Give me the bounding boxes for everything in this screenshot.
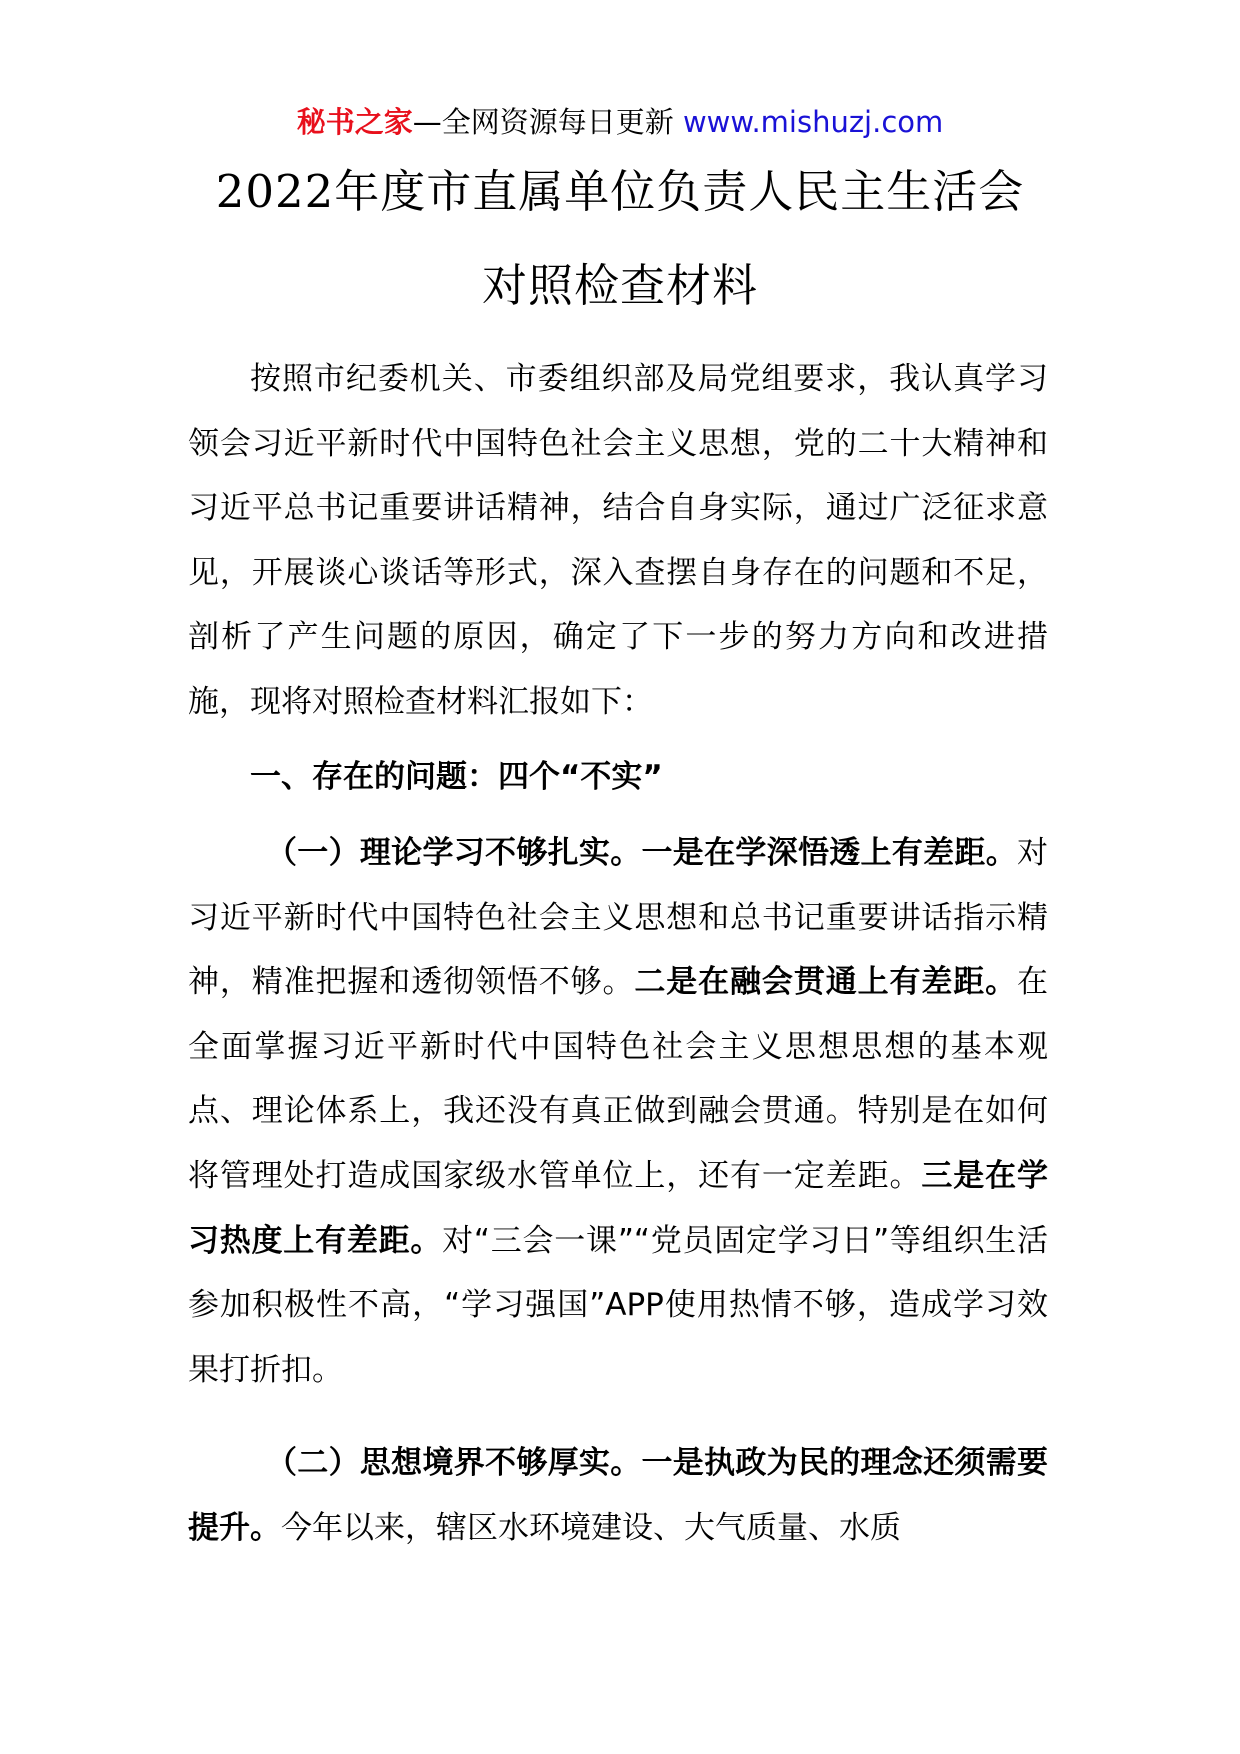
item2-point1-text: 今年以来，辖区水环境建设、大气质量、水质 bbox=[281, 1509, 901, 1546]
title-line1-text: 年度市直属单位负责人民主生活会 bbox=[334, 165, 1025, 218]
document-title-line2: 对照检查材料 bbox=[481, 259, 758, 312]
item1-point2-text: 在全面掌握习近平新时代中国特色社会主义思想思想的基本观点、理论体系上，我还没有真正做到融会贯通。特别是在如何将管理处打造成国家级水管单位上，还有一定差距。 bbox=[188, 964, 1049, 1194]
document-title-line1 bbox=[0, 162, 1240, 222]
item1-point3-text: 对“三会一课”“党员固定学习日”等组织生活参加积极性不高，“学习强国”APP使用热情不够，造成学习效果打折扣。 bbox=[188, 1222, 1048, 1388]
section-heading-problems: 一、存在的问题：四个“不实” bbox=[250, 759, 663, 795]
banner-brand: 秘书之家 bbox=[296, 105, 413, 139]
item1-heading: （一）理论学习不够扎实。 bbox=[266, 835, 642, 871]
item2-heading: （二）思想境界不够厚实。 bbox=[266, 1445, 642, 1481]
item2-paragraph bbox=[188, 1431, 1048, 1560]
intro-paragraph: 按照市纪委机关、市委组织部及局党组要求，我认真学习领会习近平新时代中国特色社会主义思想，党的二十大精神和习近平总书记重要讲话精神，结合自身实际，通过广泛征求意见，开展谈心谈话等形式，深入查摆自身存在的问题和不足，剖析了产生问题的原因，确定了下一步的努力方向和改进措施，现将对照检查材料汇报如下： bbox=[188, 361, 1048, 720]
item1-point1-text: 对习近平新时代中国特色社会主义思想和总书记重要讲话指示精神，精准把握和透彻领悟不够。 bbox=[188, 835, 1048, 1001]
banner-slogan: —全网资源每日更新 bbox=[412, 105, 683, 139]
banner-url[interactable]: www.mishuzj.com bbox=[682, 105, 944, 139]
item1-point3-head: 三是在学习热度上有差距。 bbox=[188, 1157, 1048, 1259]
item1-point1-head: 一是在学深悟透上有差距。 bbox=[641, 835, 1017, 871]
item1-point2-head: 二是在融会贯通上有差距。 bbox=[634, 964, 1018, 1001]
title-year: 2022 bbox=[215, 165, 335, 218]
item2-point1-head: 一是执政为民的理念还须需要提升。 bbox=[188, 1445, 1048, 1546]
watermark-banner bbox=[0, 102, 1240, 142]
item1-paragraph bbox=[188, 821, 1048, 1402]
